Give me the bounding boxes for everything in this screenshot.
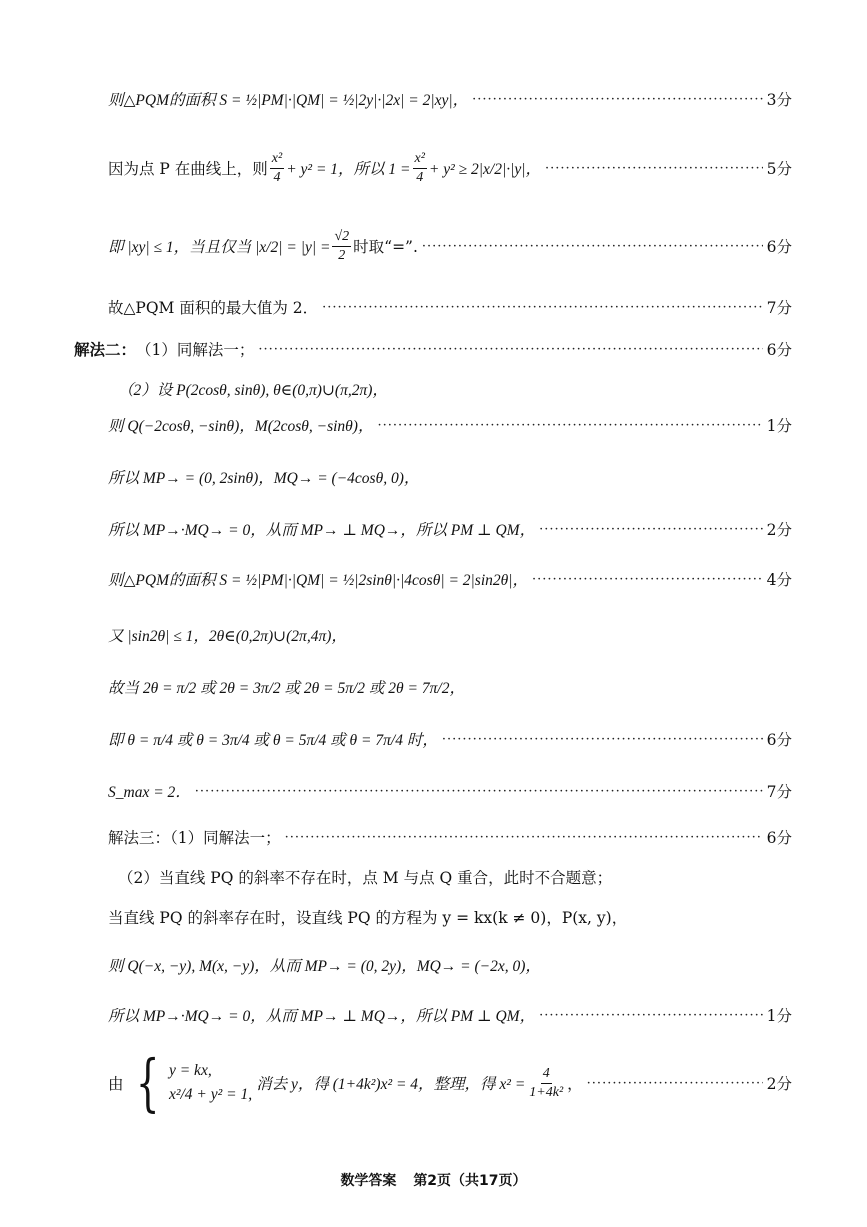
fraction-numerator: x² xyxy=(270,150,284,169)
solution-line xyxy=(108,676,792,698)
method-heading: 解法二： xyxy=(74,340,137,359)
solution-line xyxy=(108,466,792,488)
solution-line xyxy=(108,518,792,540)
system-equation: x²/4 + y² = 1, xyxy=(168,1086,253,1103)
leader-dots xyxy=(442,732,763,747)
fraction-numerator: x² xyxy=(413,150,427,169)
solution-line xyxy=(108,906,792,928)
line-text: 则△PQM的面积 S = ½|PM|·|QM| = ½|2y|·|2x| = 2|xy|， xyxy=(108,92,469,109)
solution-line xyxy=(108,88,792,110)
solution-line xyxy=(108,954,792,976)
leader-dots xyxy=(587,1076,763,1091)
solution-line xyxy=(108,414,792,436)
score-label: 1分 xyxy=(766,1007,792,1025)
line-text: + y² ≥ 2|x/2|·|y|， xyxy=(428,161,542,178)
line-text: 即 θ = π/4 或 θ = 3π/4 或 θ = 5π/4 或 θ = 7π/4 时， xyxy=(108,732,438,749)
line-text: + y² = 1，所以 1 = xyxy=(286,161,411,178)
system-equation: y = kx, xyxy=(168,1062,212,1079)
system-rows xyxy=(169,1062,252,1104)
score-label: 1分 xyxy=(766,417,792,435)
line-text: （2）设 P(2cosθ, sinθ), θ∈(0,π)∪(π,2π)， xyxy=(118,382,388,399)
solution-line xyxy=(108,780,792,802)
leader-dots xyxy=(422,239,763,254)
line-content xyxy=(108,150,541,186)
leader-dots xyxy=(258,342,762,357)
score-label: 5分 xyxy=(766,160,792,178)
solution-line xyxy=(108,568,792,590)
fraction xyxy=(527,1065,565,1101)
score-label: 6分 xyxy=(766,829,792,847)
leader-dots xyxy=(322,300,762,315)
line-text: 则△PQM的面积 S = ½|PM|·|QM| = ½|2sinθ|·|4cosθ| = 2|sin2θ|， xyxy=(108,572,529,589)
line-text: 故△PQM 面积的最大值为 2． xyxy=(108,299,319,317)
line-content xyxy=(108,228,418,264)
line-content xyxy=(74,338,254,360)
line-text: ， xyxy=(567,1075,583,1093)
score-label: 4分 xyxy=(766,571,792,589)
solution-line xyxy=(108,826,792,848)
leader-dots xyxy=(285,830,763,845)
line-text: 故当 2θ = π/2 或 2θ = 3π/2 或 2θ = 5π/2 或 2θ = 7π/2， xyxy=(108,680,465,697)
line-text: 又 |sin2θ| ≤ 1，2θ∈(0,2π)∪(2π,4π)， xyxy=(108,628,347,645)
solution-line xyxy=(108,150,792,186)
fraction xyxy=(332,228,351,264)
line-text: 因为点 P 在曲线上，则 xyxy=(108,160,268,178)
fraction xyxy=(413,150,427,186)
solution-line xyxy=(108,296,792,318)
page-footer xyxy=(0,1170,867,1190)
score-label: 6分 xyxy=(766,341,792,359)
leader-dots xyxy=(539,522,763,537)
line-text: 则 Q(−2cosθ, −sinθ)，M(2cosθ, −sinθ)， xyxy=(108,418,374,435)
fraction-denominator: 1+4k² xyxy=(529,1084,564,1100)
line-text: 所以 MP→·MQ→ = 0，从而 MP→ ⊥ MQ→，所以 PM ⊥ QM， xyxy=(108,522,536,539)
line-text: 当直线 PQ 的斜率存在时，设直线 PQ 的方程为 y = kx(k ≠ 0)，P(x, y)， xyxy=(108,909,628,927)
line-text: 消去 y，得 (1+4k²)x² = 4，整理，得 x² = xyxy=(256,1076,526,1093)
leader-dots xyxy=(539,1008,763,1023)
leader-dots xyxy=(532,572,763,587)
line-text: 则 Q(−x, −y), M(x, −y)，从而 MP→ = (0, 2y)，MQ→ = (−2x, 0)， xyxy=(108,958,541,975)
leader-dots xyxy=(377,418,762,433)
solution-line xyxy=(74,338,792,360)
line-text: （2）当直线 PQ 的斜率不存在时，点 M 与点 Q 重合，此时不合题意； xyxy=(118,869,613,887)
score-label: 6分 xyxy=(766,731,792,749)
leader-dots xyxy=(195,784,763,799)
left-brace-icon: { xyxy=(135,1046,160,1119)
line-text: S_max = 2． xyxy=(108,784,191,801)
line-text: 时取“=”. xyxy=(353,238,418,256)
solution-line xyxy=(108,228,792,264)
footer-page-number: 第2页（共17页） xyxy=(413,1173,527,1189)
line-text: 所以 MP→ = (0, 2sinθ)，MQ→ = (−4cosθ, 0)， xyxy=(108,470,420,487)
line-text: 所以 MP→·MQ→ = 0，从而 MP→ ⊥ MQ→，所以 PM ⊥ QM， xyxy=(108,1008,536,1025)
solution-line xyxy=(108,1046,792,1119)
fraction-numerator: 4 xyxy=(541,1065,552,1084)
score-label: 2分 xyxy=(766,521,792,539)
score-label: 7分 xyxy=(766,783,792,801)
solution-line xyxy=(108,728,792,750)
solution-line xyxy=(108,624,792,646)
fraction-denominator: 4 xyxy=(416,169,424,185)
score-label: 7分 xyxy=(766,299,792,317)
solution-line xyxy=(118,378,802,400)
equation-system xyxy=(128,1046,253,1119)
leader-dots xyxy=(545,161,763,176)
fraction-denominator: 2 xyxy=(338,247,346,263)
fraction-denominator: 4 xyxy=(273,169,281,185)
footer-subject: 数学答案 xyxy=(340,1173,397,1189)
score-label: 3分 xyxy=(766,91,792,109)
leader-dots xyxy=(472,92,763,107)
line-text: 解法三：（1）同解法一； xyxy=(108,829,281,847)
score-label: 6分 xyxy=(766,238,792,256)
score-label: 2分 xyxy=(766,1075,792,1093)
line-content xyxy=(108,1046,583,1119)
solution-line xyxy=(108,1004,792,1026)
line-text: 由 xyxy=(108,1075,124,1093)
line-text: 即 |xy| ≤ 1，当且仅当 |x/2| = |y| = xyxy=(108,239,331,256)
line-text: （1）同解法一； xyxy=(136,341,255,359)
fraction-numerator: √2 xyxy=(332,228,351,247)
fraction xyxy=(270,150,284,186)
solution-line xyxy=(118,866,802,888)
